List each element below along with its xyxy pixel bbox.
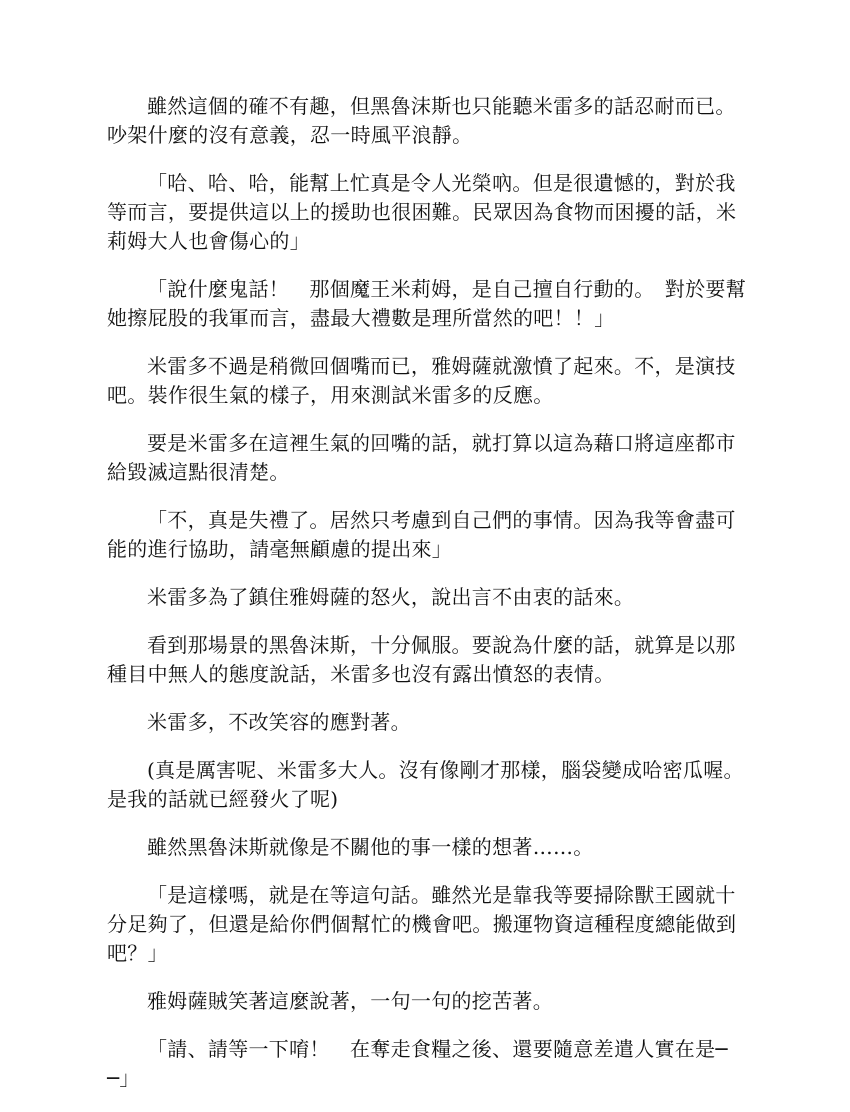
- document-page: [107, 92, 747, 1112]
- paragraph: 「不，真是失禮了。居然只考慮到自己們的事情。因為我等會盡可能的進行協助，請毫無顧慮的提出來」: [107, 508, 736, 561]
- paragraph: 米雷多不過是稍微回個嘴而已，雅姆薩就激憤了起來。不，是演技吧。裝作很生氣的樣子，用來測試米雷多的反應。: [107, 354, 736, 407]
- paragraph: 「請、請等一下唷！ 在奪走食糧之後、還要隨意差遣人實在是──」: [107, 1037, 728, 1090]
- paragraph: 雖然這個的確不有趣，但黑魯沫斯也只能聽米雷多的話忍耐而已。吵架什麼的沒有意義，忍一時風平浪靜。: [107, 94, 736, 147]
- paragraph: 要是米雷多在這裡生氣的回嘴的話，就打算以這為藉口將這座都市給毀滅這點很清楚。: [107, 431, 736, 484]
- paragraph: 「是這樣嗎，就是在等這句話。雖然光是靠我等要掃除獸王國就十分足夠了，但還是給你們個幫忙的機會吧。搬運物資這種程度總能做到吧？」: [107, 883, 737, 965]
- paragraph: 雖然黑魯沫斯就像是不關他的事一樣的想著……。: [147, 835, 594, 859]
- paragraph: 「說什麼鬼話！ 那個魔王米莉姆，是自己擅自行動的。 對於要幫她擦屁股的我軍而言，盡最大禮數是理所當然的吧！！」: [107, 277, 746, 330]
- paragraph: 「哈、哈、哈，能幫上忙真是令人光榮吶。但是很遺憾的，對於我等而言，要提供這以上的援助也很困難。民眾因為食物而困擾的話，米莉姆大人也會傷心的」: [107, 171, 737, 253]
- paragraph: 雅姆薩賊笑著這麼說著，一句一句的挖苦著。: [147, 989, 553, 1013]
- paragraph: (真是厲害呢、米雷多大人。沒有像剛才那樣，腦袋變成哈密瓜喔。是我的話就已經發火了呢): [107, 758, 744, 811]
- paragraph: 米雷多為了鎮住雅姆薩的怒火，說出言不由衷的話來。: [147, 585, 635, 609]
- paragraph: 看到那場景的黑魯沫斯，十分佩服。要說為什麼的話，就算是以那種目中無人的態度說話，米雷多也沒有露出憤怒的表情。: [107, 633, 736, 686]
- paragraph: 米雷多，不改笑容的應對著。: [147, 710, 411, 734]
